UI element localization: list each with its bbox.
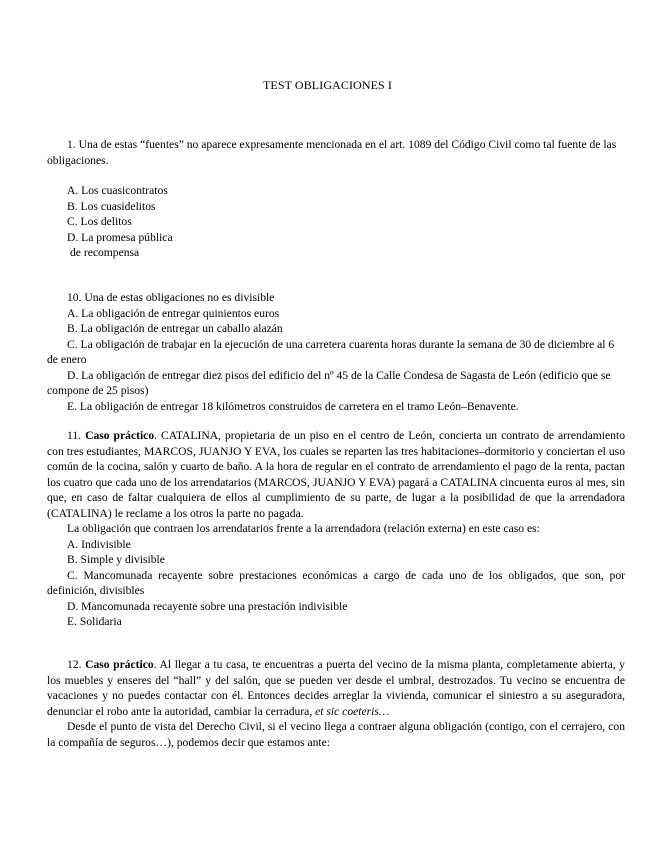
question-11-prompt: La obligación que contraen los arrendatarios frente a la arrendadora (relación externa) en este caso es: xyxy=(67,522,540,535)
option-d: D. Mancomunada recayente sobre una prestación indivisible xyxy=(67,599,348,613)
question-12-text xyxy=(47,657,625,719)
question-11-text xyxy=(47,428,625,521)
question-10 xyxy=(47,290,625,414)
option-e: E. Solidaria xyxy=(67,615,122,628)
question-12-number: 12. xyxy=(67,658,82,671)
question-11 xyxy=(47,428,625,630)
question-12-body: . Al llegar a tu casa, te encuentras a puerta del vecino de la misma planta, completamente abierta, y los muebles y enseres del “hall” y del salón, que se pueden ver desde el umbral, destrozados. Tu vecino se encuentra de vacaciones y no puedes contactar con él. Entonces decides arreglar la vivienda, comunicar el siniestro a su aseguradora, denunciar el robo ante la autoridad, cambiar la cerradura, xyxy=(47,658,625,718)
option-b: B. La obligación de entregar un caballo alazán xyxy=(67,322,283,335)
question-11-number: 11. xyxy=(67,429,82,442)
question-12-prompt: Desde el punto de vista del Derecho Civil, si el vecino llega a contraer alguna obligación (contigo, con el cerrajero, con la compañía de seguros…), podemos decir que estamos ante: xyxy=(47,720,625,749)
option-a: A. Los cuasicontratos xyxy=(67,184,168,197)
option-c: C. La obligación de trabajar en la ejecución de una carretera cuarenta horas durante la semana de 30 de diciembre al 6 de enero xyxy=(47,337,615,366)
case-label: Caso práctico xyxy=(85,429,155,442)
question-10-text: 10. Una de estas obligaciones no es divisible xyxy=(67,291,275,304)
question-1-options xyxy=(47,183,625,261)
option-b: B. Simple y divisible xyxy=(67,553,165,566)
option-c: C. Los delitos xyxy=(67,215,132,228)
question-11-body: . CATALINA, propietaria de un piso en el centro de León, concierta un contrato de arrendamiento con tres estudiantes, MARCOS, JUANJO Y EVA, los cuales se reparten las tres habitaciones–dormitorio y conciertan el uso común de la cocina, salón y cuarto de baño. A la hora de regular en el contrato de arrendamiento el pago de la renta, pactan los cuatro que cada uno de los arrendatarios (MARCOS, JUANJO Y EVA) pagará a CATALINA cincuenta euros al mes, sin que, en caso de faltar cualquiera de ellos al cumplimiento de su parte, de lugar a la posibilidad de que la arrendadora (CATALINA) le reclame a los otros la parte no pagada. xyxy=(47,429,625,520)
option-d: D. La obligación de entregar diez pisos del edificio del nº 45 de la Calle Condesa de Sagasta de León (edificio que se compone de 25 pisos) xyxy=(47,368,611,397)
option-d-continuation: de recompensa xyxy=(70,246,140,259)
question-12 xyxy=(47,657,625,750)
option-a: A. Indivisible xyxy=(67,537,131,551)
option-a: A. La obligación de entregar quinientos euros xyxy=(67,306,280,320)
option-c: C. Mancomunada recayente sobre prestaciones económicas a cargo de cada uno de los obligados, que son, por definición, divisibles xyxy=(47,568,625,597)
option-d: D. La promesa pública xyxy=(67,230,173,244)
document-title: TEST OBLIGACIONES I xyxy=(262,78,392,92)
option-b: B. Los cuasidelitos xyxy=(67,199,156,213)
question-1 xyxy=(47,137,625,168)
case-label: Caso práctico xyxy=(85,658,154,671)
question-1-text: 1. Una de estas “fuentes” no aparece expresamente mencionada en el art. 1089 del Código Civil como tal fuente de las obligaciones. xyxy=(47,138,617,167)
latin-phrase: et sic coeteris… xyxy=(315,704,390,718)
option-e: E. La obligación de entregar 18 kilómetros construidos de carretera en el tramo León–Benavente. xyxy=(67,399,519,413)
